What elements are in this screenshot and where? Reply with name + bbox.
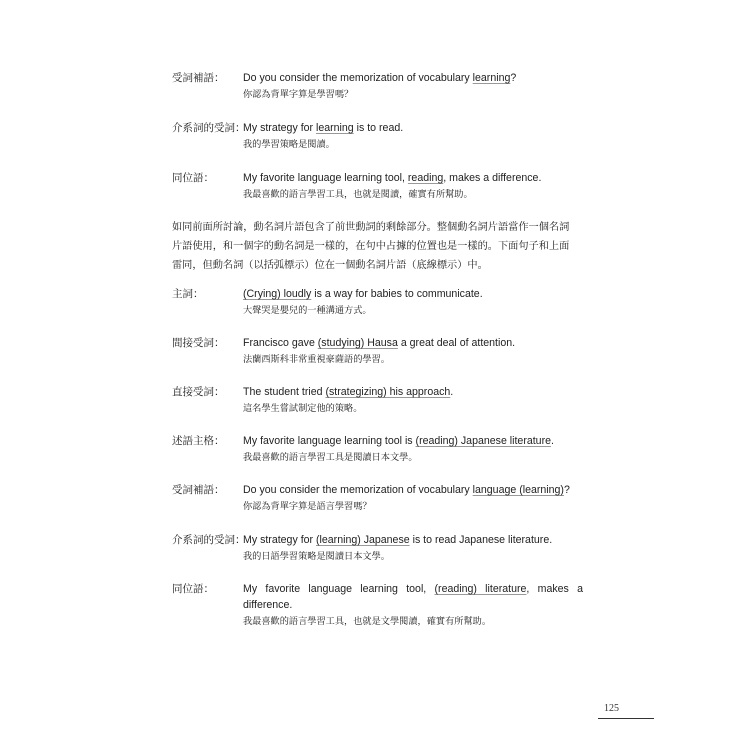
- example-object-of-preposition-2: [172, 532, 592, 566]
- paragraph-line: 如同前面所討論，動名詞片語包含了前世動詞的剩餘部分。整個動名詞片語當作一個名詞: [172, 222, 570, 233]
- grammar-label: 受詞補語：: [172, 72, 225, 84]
- grammar-label: 同位語：: [172, 172, 214, 184]
- grammar-label: 介系詞的受詞：: [172, 534, 246, 546]
- gerund-underline: learning: [472, 72, 511, 84]
- english-sentence: My strategy for (learning) Japanese is to read Japanese literature.: [243, 534, 553, 546]
- paragraph-line: 雷同，但動名詞（以括弧標示）位在一個動名詞片語（底線標示）中。: [172, 260, 488, 271]
- example-object-of-preposition: [172, 120, 592, 154]
- explanation-paragraph: [172, 218, 580, 275]
- gerund-underline: learning: [316, 122, 354, 134]
- chinese-translation: 我的日語學習策略是閱讀日本文學。: [243, 551, 390, 561]
- grammar-label: 間接受詞：: [172, 337, 225, 349]
- english-sentence: The student tried (strategizing) his approach.: [243, 386, 454, 398]
- grammar-label: 述語主格：: [172, 435, 225, 447]
- gerund-phrase-underline: (reading) literature: [434, 583, 527, 595]
- chinese-translation: 我最喜歡的語言學習工具是閱讀日本文學。: [243, 452, 418, 462]
- example-direct-object: [172, 384, 592, 418]
- page-number-rule: [598, 718, 654, 719]
- example-object-complement-2: [172, 482, 592, 516]
- example-appositive: [172, 170, 592, 204]
- english-sentence: My favorite language learning tool, (reading) literature, makes a difference.: [243, 583, 583, 611]
- english-sentence: My favorite language learning tool, reading, makes a difference.: [243, 172, 542, 184]
- chinese-translation: 我最喜歡的語言學習工具，也就是文學閱讀，確實有所幫助。: [243, 616, 492, 626]
- grammar-label: 直接受詞：: [172, 386, 225, 398]
- english-sentence: My favorite language learning tool is (reading) Japanese literature.: [243, 435, 554, 447]
- grammar-label: 主詞：: [172, 288, 204, 300]
- gerund-phrase-underline: language (learning): [472, 484, 564, 496]
- page-number: 125: [604, 703, 619, 714]
- paragraph-line: 片語使用，和一個字的動名詞是一樣的，在句中占據的位置也是一樣的。下面句子和上面: [172, 241, 570, 252]
- english-sentence: Do you consider the memorization of vocabulary learning?: [243, 72, 517, 84]
- chinese-translation: 你認為背單字算是語言學習嗎？: [243, 501, 372, 511]
- grammar-label: 受詞補語：: [172, 484, 225, 496]
- gerund-phrase-underline: (reading) Japanese literature: [415, 435, 551, 447]
- english-sentence: My strategy for learning is to read.: [243, 122, 404, 134]
- chinese-translation: 你認為背單字算是學習嗎？: [243, 89, 354, 99]
- english-sentence: (Crying) loudly is a way for babies to communicate.: [243, 288, 483, 300]
- grammar-label: 介系詞的受詞：: [172, 122, 246, 134]
- example-indirect-object: [172, 335, 592, 369]
- example-subject: [172, 286, 592, 320]
- chinese-translation: 這名學生嘗試制定他的策略。: [243, 403, 363, 413]
- chinese-translation: 我最喜歡的語言學習工具，也就是閱讀，確實有所幫助。: [243, 189, 473, 199]
- english-sentence: Francisco gave (studying) Hausa a great deal of attention.: [243, 337, 516, 349]
- gerund-phrase-underline: (Crying) loudly: [243, 288, 312, 300]
- chinese-translation: 大聲哭是嬰兒的一種溝通方式。: [243, 305, 372, 315]
- gerund-underline: reading: [407, 172, 444, 184]
- example-predicate-nominative: [172, 433, 592, 467]
- chinese-translation: 我的學習策略是閱讀。: [243, 139, 335, 149]
- chinese-translation: 法蘭西斯科非常重視豪薩語的學習。: [243, 354, 390, 364]
- example-object-complement: [172, 70, 592, 104]
- gerund-phrase-underline: (strategizing) his approach: [325, 386, 451, 398]
- grammar-label: 同位語：: [172, 583, 214, 595]
- english-sentence: Do you consider the memorization of vocabulary language (learning)?: [243, 484, 570, 496]
- example-appositive-2: [172, 581, 592, 631]
- gerund-phrase-underline: (learning) Japanese: [316, 534, 410, 546]
- gerund-phrase-underline: (studying) Hausa: [317, 337, 398, 349]
